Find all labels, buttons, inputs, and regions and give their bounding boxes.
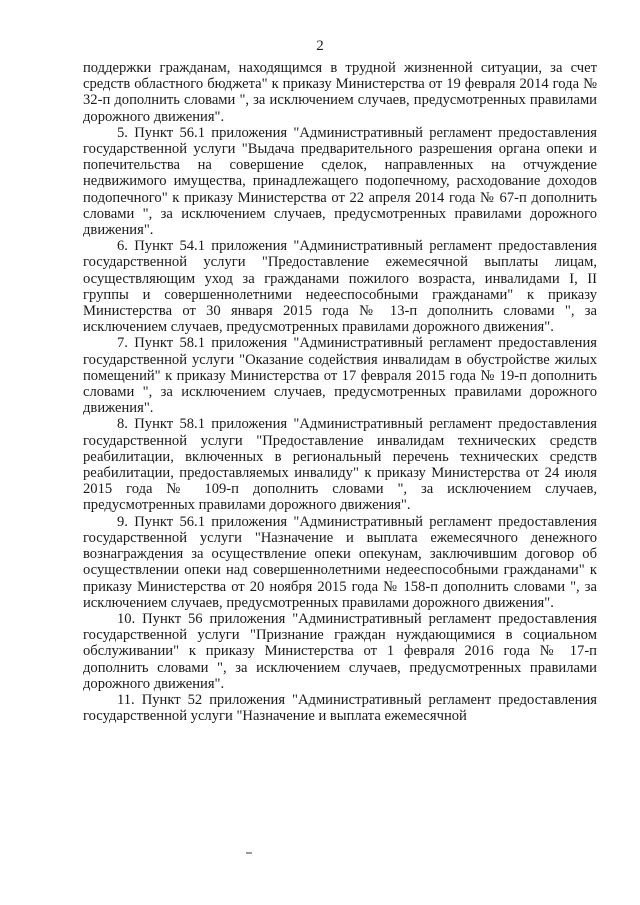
scan-mark (246, 852, 252, 854)
paragraph-item-5: 5. Пункт 56.1 приложения "Административный регламент предоставления государственной услуги "Выдача предварительного разрешения органа опеки и попечительства на совершение сделок, направленных на отчуждение недвижимого имущества, принадлежащего подопечному, расходование доходов подопечного" к приказу Министерства от 22 апреля 2014 года № 67-п дополнить словами ", за исключением случаев, предусмотренных правилами дорожного движения". (83, 124, 597, 239)
paragraph-continuation: поддержки гражданам, находящимся в трудной жизненной ситуации, за счет средств областного бюджета" к приказу Министерства от 19 февраля 2014 года № 32-п дополнить словами ", за исключением случаев, предусмотренных правилами дорожного движения". (83, 60, 597, 125)
paragraph-item-10: 10. Пункт 56 приложения "Административный регламент предоставления государственной услуги "Признание граждан нуждающимися в социальном обслуживании" к приказу Министерства от 1 февраля 2016 года № 17-п дополнить словами ", за исключением случаев, предусмотренных правилами дорожного движения". (83, 610, 597, 692)
paragraph-item-6: 6. Пункт 54.1 приложения "Административный регламент предоставления государственной услуги "Предоставление ежемесячной выплаты лицам, осуществляющим уход за гражданами пожилого возраста, инвалидами I, II группы и совершеннолетними недееспособными гражданами" к приказу Министерства от 30 января 2015 года № 13-п дополнить словами ", за исключением случаев, предусмотренных правилами дорожного движения". (83, 238, 597, 336)
page-number: 2 (316, 38, 324, 54)
paragraph-item-9: 9. Пункт 56.1 приложения "Административный регламент предоставления государственной услуги "Назначение и выплата ежемесячного денежного вознаграждения за осуществление опеки опекунам, заключившим договор об осуществлении опеки над совершеннолетними недееспособными гражданами" к приказу Министерства от 20 ноября 2015 года № 158-п дополнить словами ", за исключением случаев, предусмотренных правилами дорожного движения". (83, 513, 597, 611)
paragraph-item-7: 7. Пункт 58.1 приложения "Административный регламент предоставления государственной услуги "Оказание содействия инвалидам в обустройстве жилых помещений" к приказу Министерства от 17 февраля 2015 года № 19-п дополнить словами ", за исключением случаев, предусмотренных правилами дорожного движения". (83, 335, 597, 417)
paragraph-item-11: 11. Пункт 52 приложения "Административный регламент предоставления государственной услуги "Назначение и выплата ежемесячной (83, 691, 597, 725)
document-body (83, 60, 597, 724)
paragraph-item-8: 8. Пункт 58.1 приложения "Административный регламент предоставления государственной услуги "Предоставление инвалидам технических средств реабилитации, включенных в региональный перечень технических средств реабилитации, предоставляемых инвалиду" к приказу Министерства от 24 июля 2015 года № 109-п дополнить словами ", за исключением случаев, предусмотренных правилами дорожного движения". (83, 416, 597, 514)
